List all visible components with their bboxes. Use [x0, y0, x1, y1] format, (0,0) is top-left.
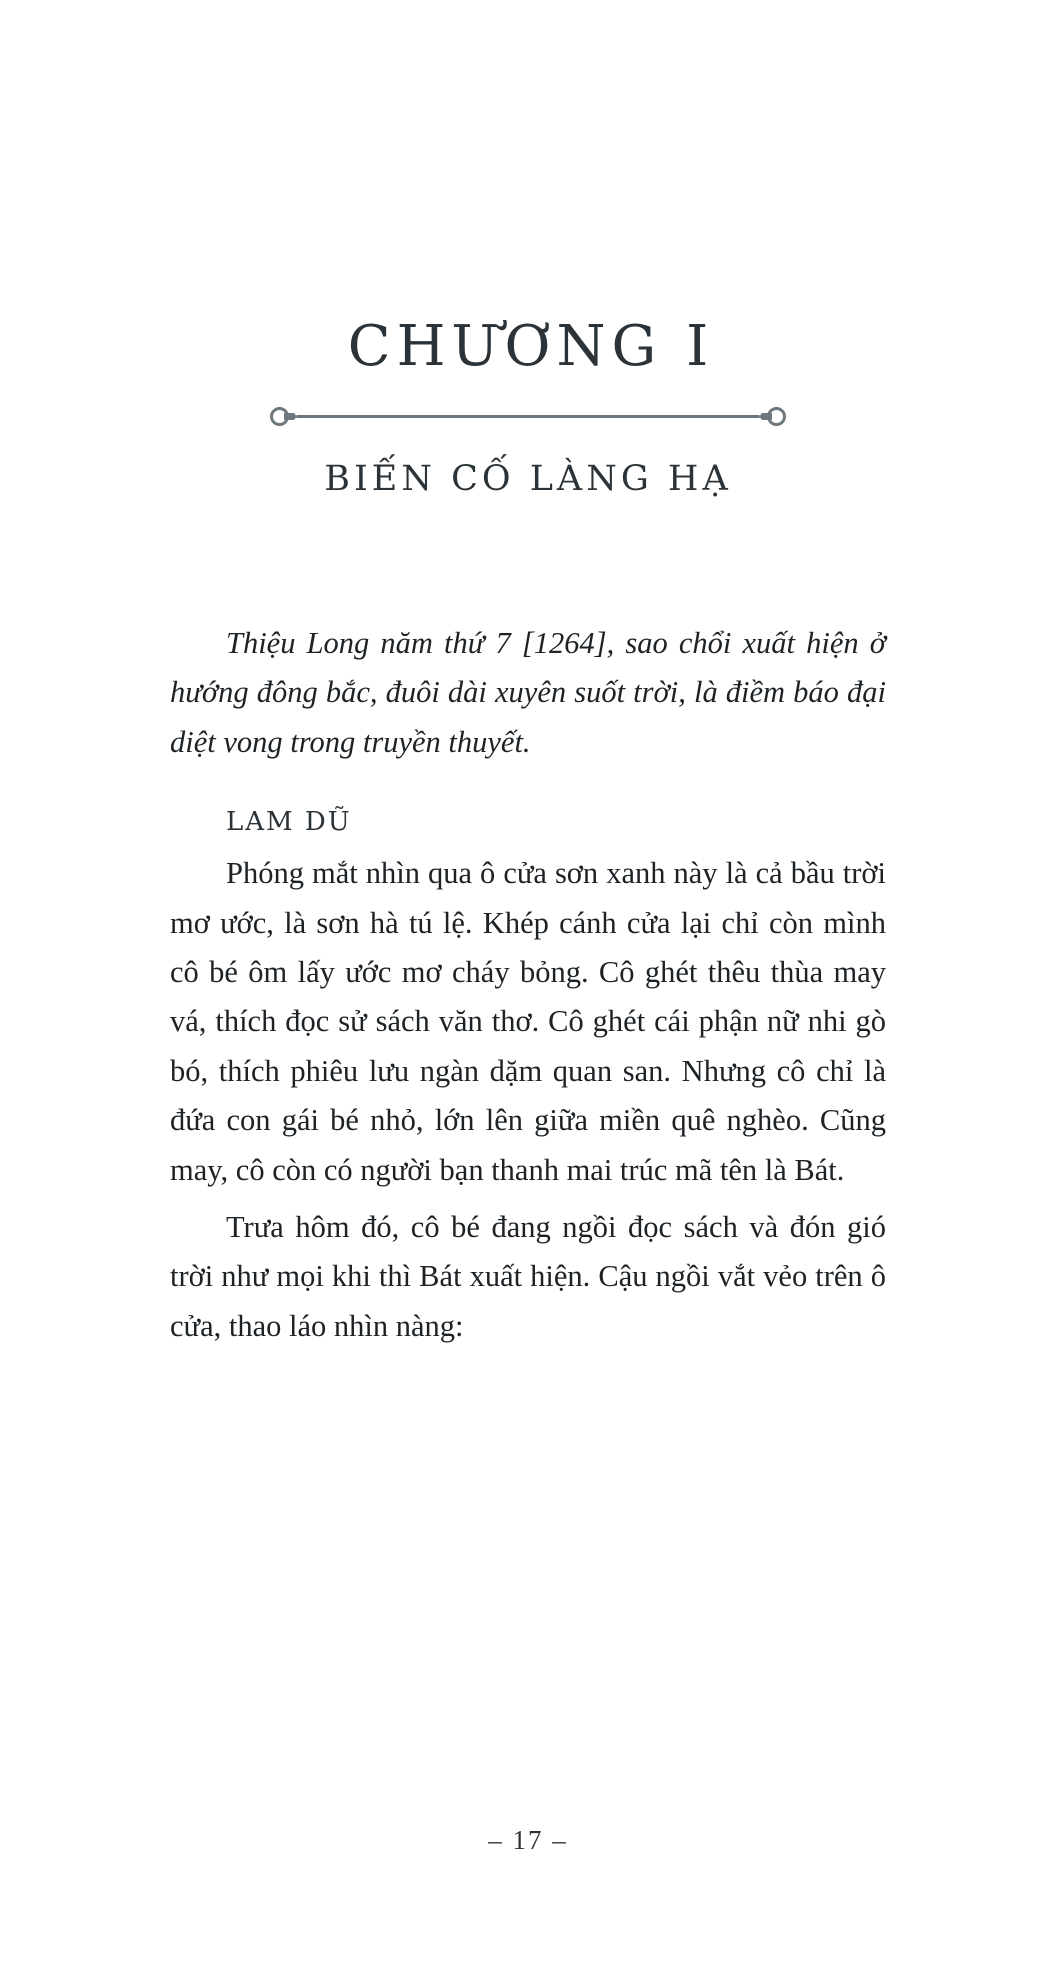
ornament-bar-icon	[296, 415, 760, 418]
page-content	[170, 499, 886, 1351]
speaker-label: LAM DŨ	[226, 807, 352, 838]
chapter-number: CHƯƠNG I	[347, 314, 715, 379]
chapter-header	[0, 314, 1056, 499]
page-number: – 17 –	[488, 1825, 568, 1855]
ornamental-divider-icon	[270, 399, 786, 433]
epigraph-paragraph: Thiệu Long năm thứ 7 [1264], sao chổi xuất hiện ở hướng đông bắc, đuôi dài xuyên suốt trời, là điềm báo đại diệt vong trong truyền thuyết.	[170, 625, 886, 759]
ornament-tail-left-icon	[284, 413, 296, 420]
body-paragraph: Phóng mắt nhìn qua ô cửa sơn xanh này là cả bầu trời mơ ước, là sơn hà tú lệ. Khép cánh cửa lại chỉ còn mình cô bé ôm lấy ước mơ cháy bỏng. Cô ghét thêu thùa may vá, thích đọc sử sách văn thơ. Cô ghét cái phận nữ nhi gò bó, thích phiêu lưu ngàn dặm quan san. Nhưng cô chỉ là đứa con gái bé nhỏ, lớn lên giữa miền quê nghèo. Cũng may, cô còn có người bạn thanh mai trúc mã tên là Bát.	[170, 856, 886, 1187]
book-page	[0, 314, 1056, 1964]
ornament-ring-right-icon	[767, 407, 786, 426]
body-paragraph: Trưa hôm đó, cô bé đang ngồi đọc sách và đón gió trời như mọi khi thì Bát xuất hiện. Cậu ngồi vắt vẻo trên ô cửa, thao láo nhìn nàng:	[170, 1209, 886, 1343]
chapter-title: BIẾN CỐ LÀNG HẠ	[324, 458, 732, 499]
